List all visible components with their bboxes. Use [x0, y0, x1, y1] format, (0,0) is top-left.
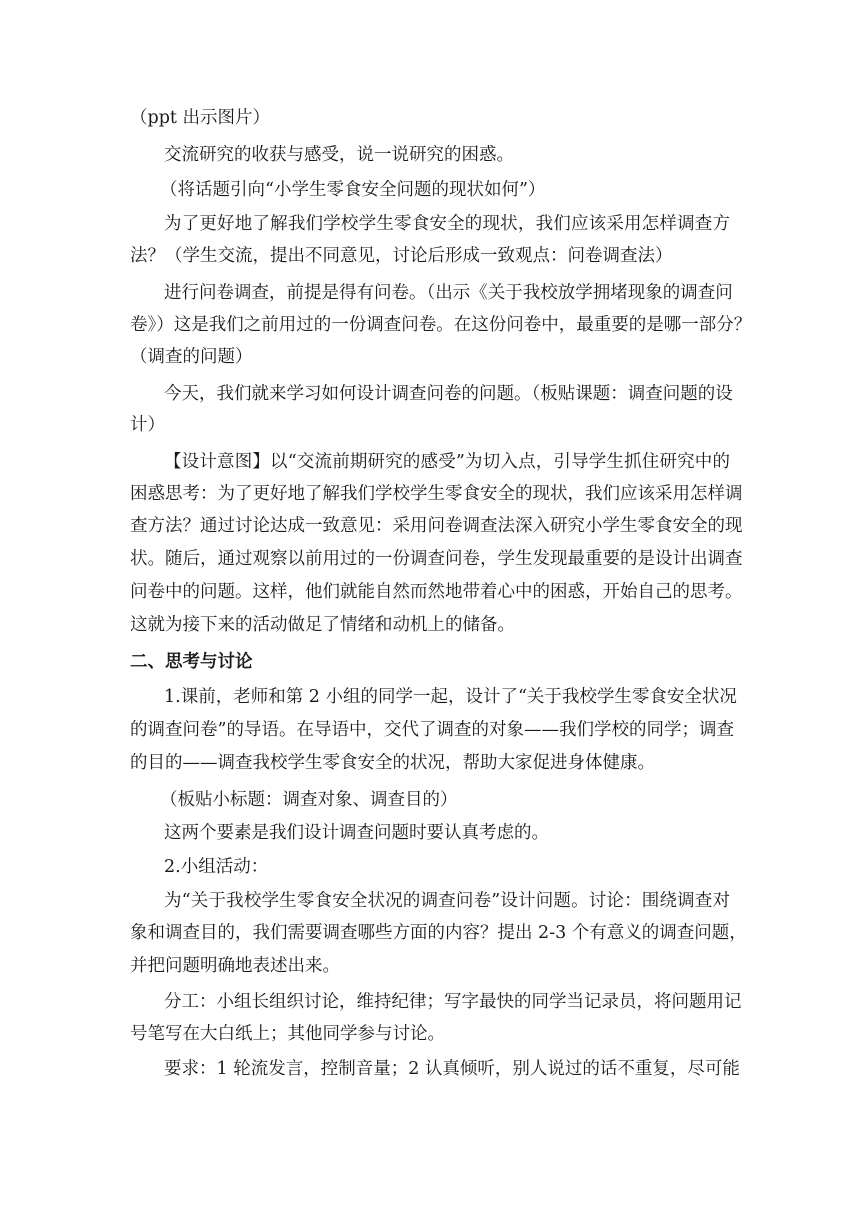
text-line: 法？（学生交流，提出不同意见，讨论后形成一致观点：问卷调查法）	[130, 246, 673, 266]
text-line: 问卷中的问题。这样，他们就能自然而然地带着心中的困惑，开始自己的思考。	[130, 582, 743, 602]
text-line: 的目的——调查我校学生零食安全的状况，帮助大家促进身体健康。	[130, 753, 655, 773]
text-line: （ppt 出示图片）	[130, 108, 270, 128]
text-line: 要求：1 轮流发言，控制音量；2 认真倾听，别人说过的话不重复，尽可能	[164, 1059, 740, 1079]
text-line: 象和调查目的，我们需要调查哪些方面的内容？提出 2-3 个有意义的调查问题，	[130, 923, 747, 943]
design-intent-paragraph: 【设计意图】以“交流前期研究的感受”为切入点，引导学生抓住研究中的	[164, 452, 730, 472]
text-line: 卷》）这是我们之前用过的一份调查问卷。在这份问卷中，最重要的是哪一部分？	[130, 315, 752, 335]
text-line: 进行问卷调查，前提是得有问卷。（出示《关于我校放学拥堵现象的调查问	[164, 283, 733, 303]
text-line: （板贴小标题：调查对象、调查目的）	[160, 790, 458, 810]
text-line: 为“关于我校学生零食安全状况的调查问卷”设计问题。讨论：围绕调查对	[164, 891, 730, 911]
text-line: （调查的问题）	[130, 347, 253, 367]
text-line: 为了更好地了解我们学校学生零食安全的现状，我们应该采用怎样调查方	[164, 214, 730, 234]
text-line: 这就为接下来的活动做足了情绪和动机上的储备。	[130, 615, 515, 635]
text-line: 号笔写在大白纸上；其他同学参与讨论。	[130, 1024, 445, 1044]
text-line: 并把问题明确地表述出来。	[130, 956, 340, 976]
text-line: 分工：小组长组织讨论，维持纪律；写字最快的同学当记录员，将问题用记	[164, 992, 742, 1012]
text-line: 查方法？通过讨论达成一致意见：采用问卷调查法深入研究小学生零食安全的现	[130, 516, 743, 536]
text-line: 交流研究的收获与感受，说一说研究的困惑。	[164, 145, 514, 165]
text-line: 今天，我们就来学习如何设计调查问卷的问题。（板贴课题：调查问题的设	[164, 384, 733, 404]
text-line: 困惑思考：为了更好地了解我们学校学生零食安全的现状，我们应该采用怎样调	[130, 484, 743, 504]
text-line: （将话题引向“小学生零食安全问题的现状如何”）	[160, 180, 546, 200]
text-line: 的调查问卷”的导语。在导语中，交代了调查的对象——我们学校的同学；调查	[130, 720, 734, 740]
text-line: 这两个要素是我们设计调查问题时要认真考虑的。	[164, 823, 549, 843]
text-line: 2.小组活动：	[164, 857, 269, 877]
text-line: 状。随后，通过观察以前用过的一份调查问卷，学生发现最重要的是设计出调查	[130, 549, 743, 569]
text-line: 1.课前，老师和第 2 小组的同学一起，设计了“关于我校学生零食安全状况	[164, 687, 737, 707]
text-line: 计）	[130, 415, 165, 435]
section-heading: 二、思考与讨论	[130, 652, 253, 672]
